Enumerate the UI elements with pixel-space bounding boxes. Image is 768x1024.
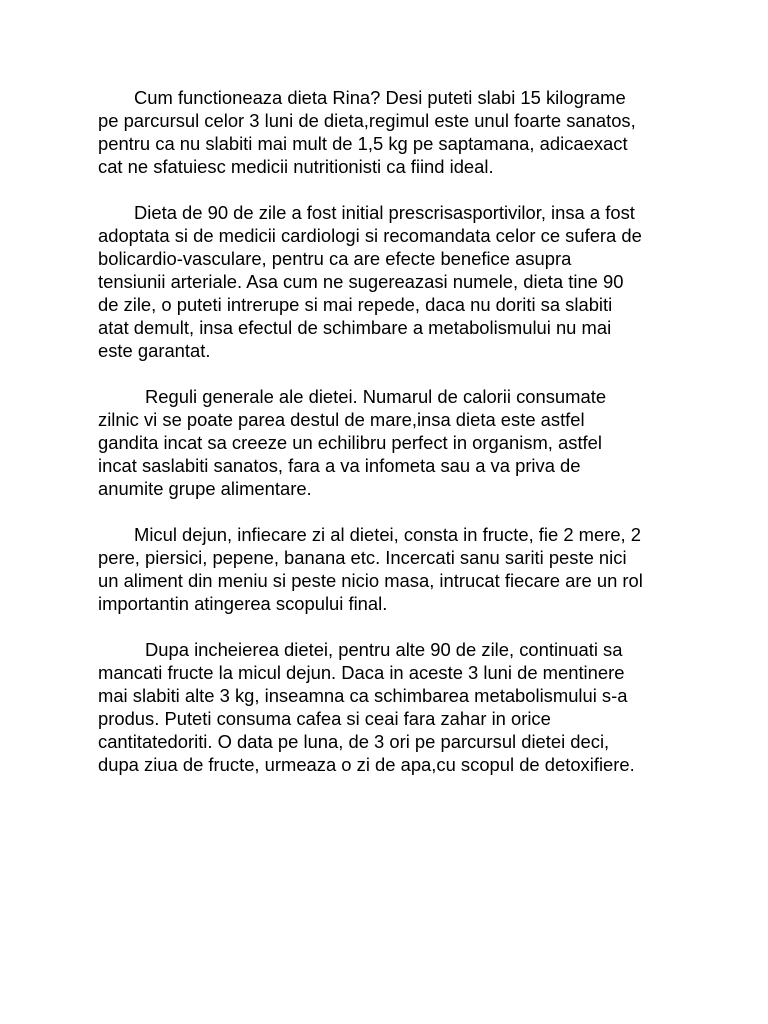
document-body <box>98 86 708 799</box>
paragraph-line: pe parcursul celor 3 luni de dieta,regimul este unul foarte sanatos, <box>98 110 636 131</box>
paragraph-line: cat ne sfatuiesc medicii nutritionisti ca fiind ideal. <box>98 156 494 177</box>
paragraph-line: mai slabiti alte 3 kg, inseamna ca schimbarea metabolismului s-a <box>98 685 628 706</box>
paragraph-line: mancati fructe la micul dejun. Daca in aceste 3 luni de mentinere <box>98 662 625 683</box>
paragraph-line: atat demult, insa efectul de schimbare a metabolismului nu mai <box>98 317 612 338</box>
paragraph-line: bolicardio-vasculare, pentru ca are efecte benefice asupra <box>98 248 572 269</box>
paragraph-line: incat saslabiti sanatos, fara a va infometa sau a va priva de <box>98 455 581 476</box>
paragraph-line: cantitatedoriti. O data pe luna, de 3 ori pe parcursul dietei deci, <box>98 731 610 752</box>
paragraph-line: Dupa incheierea dietei, pentru alte 90 de zile, continuati sa <box>145 639 623 660</box>
paragraph <box>98 523 708 615</box>
paragraph-line: produs. Puteti consuma cafea si ceai fara zahar in orice <box>98 708 551 729</box>
paragraph-line: gandita incat sa creeze un echilibru perfect in organism, astfel <box>98 432 602 453</box>
paragraph-line: Micul dejun, infiecare zi al dietei, consta in fructe, fie 2 mere, 2 <box>134 524 642 545</box>
paragraph-line: adoptata si de medicii cardiologi si recomandata celor ce sufera de <box>98 225 642 246</box>
paragraph-line: pentru ca nu slabiti mai mult de 1,5 kg pe saptamana, adicaexact <box>98 133 628 154</box>
paragraph <box>98 385 708 500</box>
paragraph-line: de zile, o puteti intrerupe si mai repede, daca nu doriti sa slabiti <box>98 294 613 315</box>
paragraph-line: Cum functioneaza dieta Rina? Desi puteti slabi 15 kilograme <box>134 87 626 108</box>
paragraph <box>98 86 708 178</box>
paragraph <box>98 638 708 776</box>
paragraph-line: Dieta de 90 de zile a fost initial prescrisasportivilor, insa a fost <box>134 202 635 223</box>
paragraph-line: pere, piersici, pepene, banana etc. Incercati sanu sariti peste nici <box>98 547 627 568</box>
paragraph-line: un aliment din meniu si peste nicio masa, intrucat fiecare are un rol <box>98 570 643 591</box>
paragraph-line: importantin atingerea scopului final. <box>98 593 388 614</box>
paragraph-line: este garantat. <box>98 340 211 361</box>
paragraph-line: zilnic vi se poate parea destul de mare,insa dieta este astfel <box>98 409 585 430</box>
paragraph-line: anumite grupe alimentare. <box>98 478 312 499</box>
paragraph-line: dupa ziua de fructe, urmeaza o zi de apa,cu scopul de detoxifiere. <box>98 754 635 775</box>
paragraph-line: Reguli generale ale dietei. Numarul de calorii consumate <box>145 386 607 407</box>
paragraph-line: tensiunii arteriale. Asa cum ne sugereazasi numele, dieta tine 90 <box>98 271 624 292</box>
paragraph <box>98 201 708 362</box>
